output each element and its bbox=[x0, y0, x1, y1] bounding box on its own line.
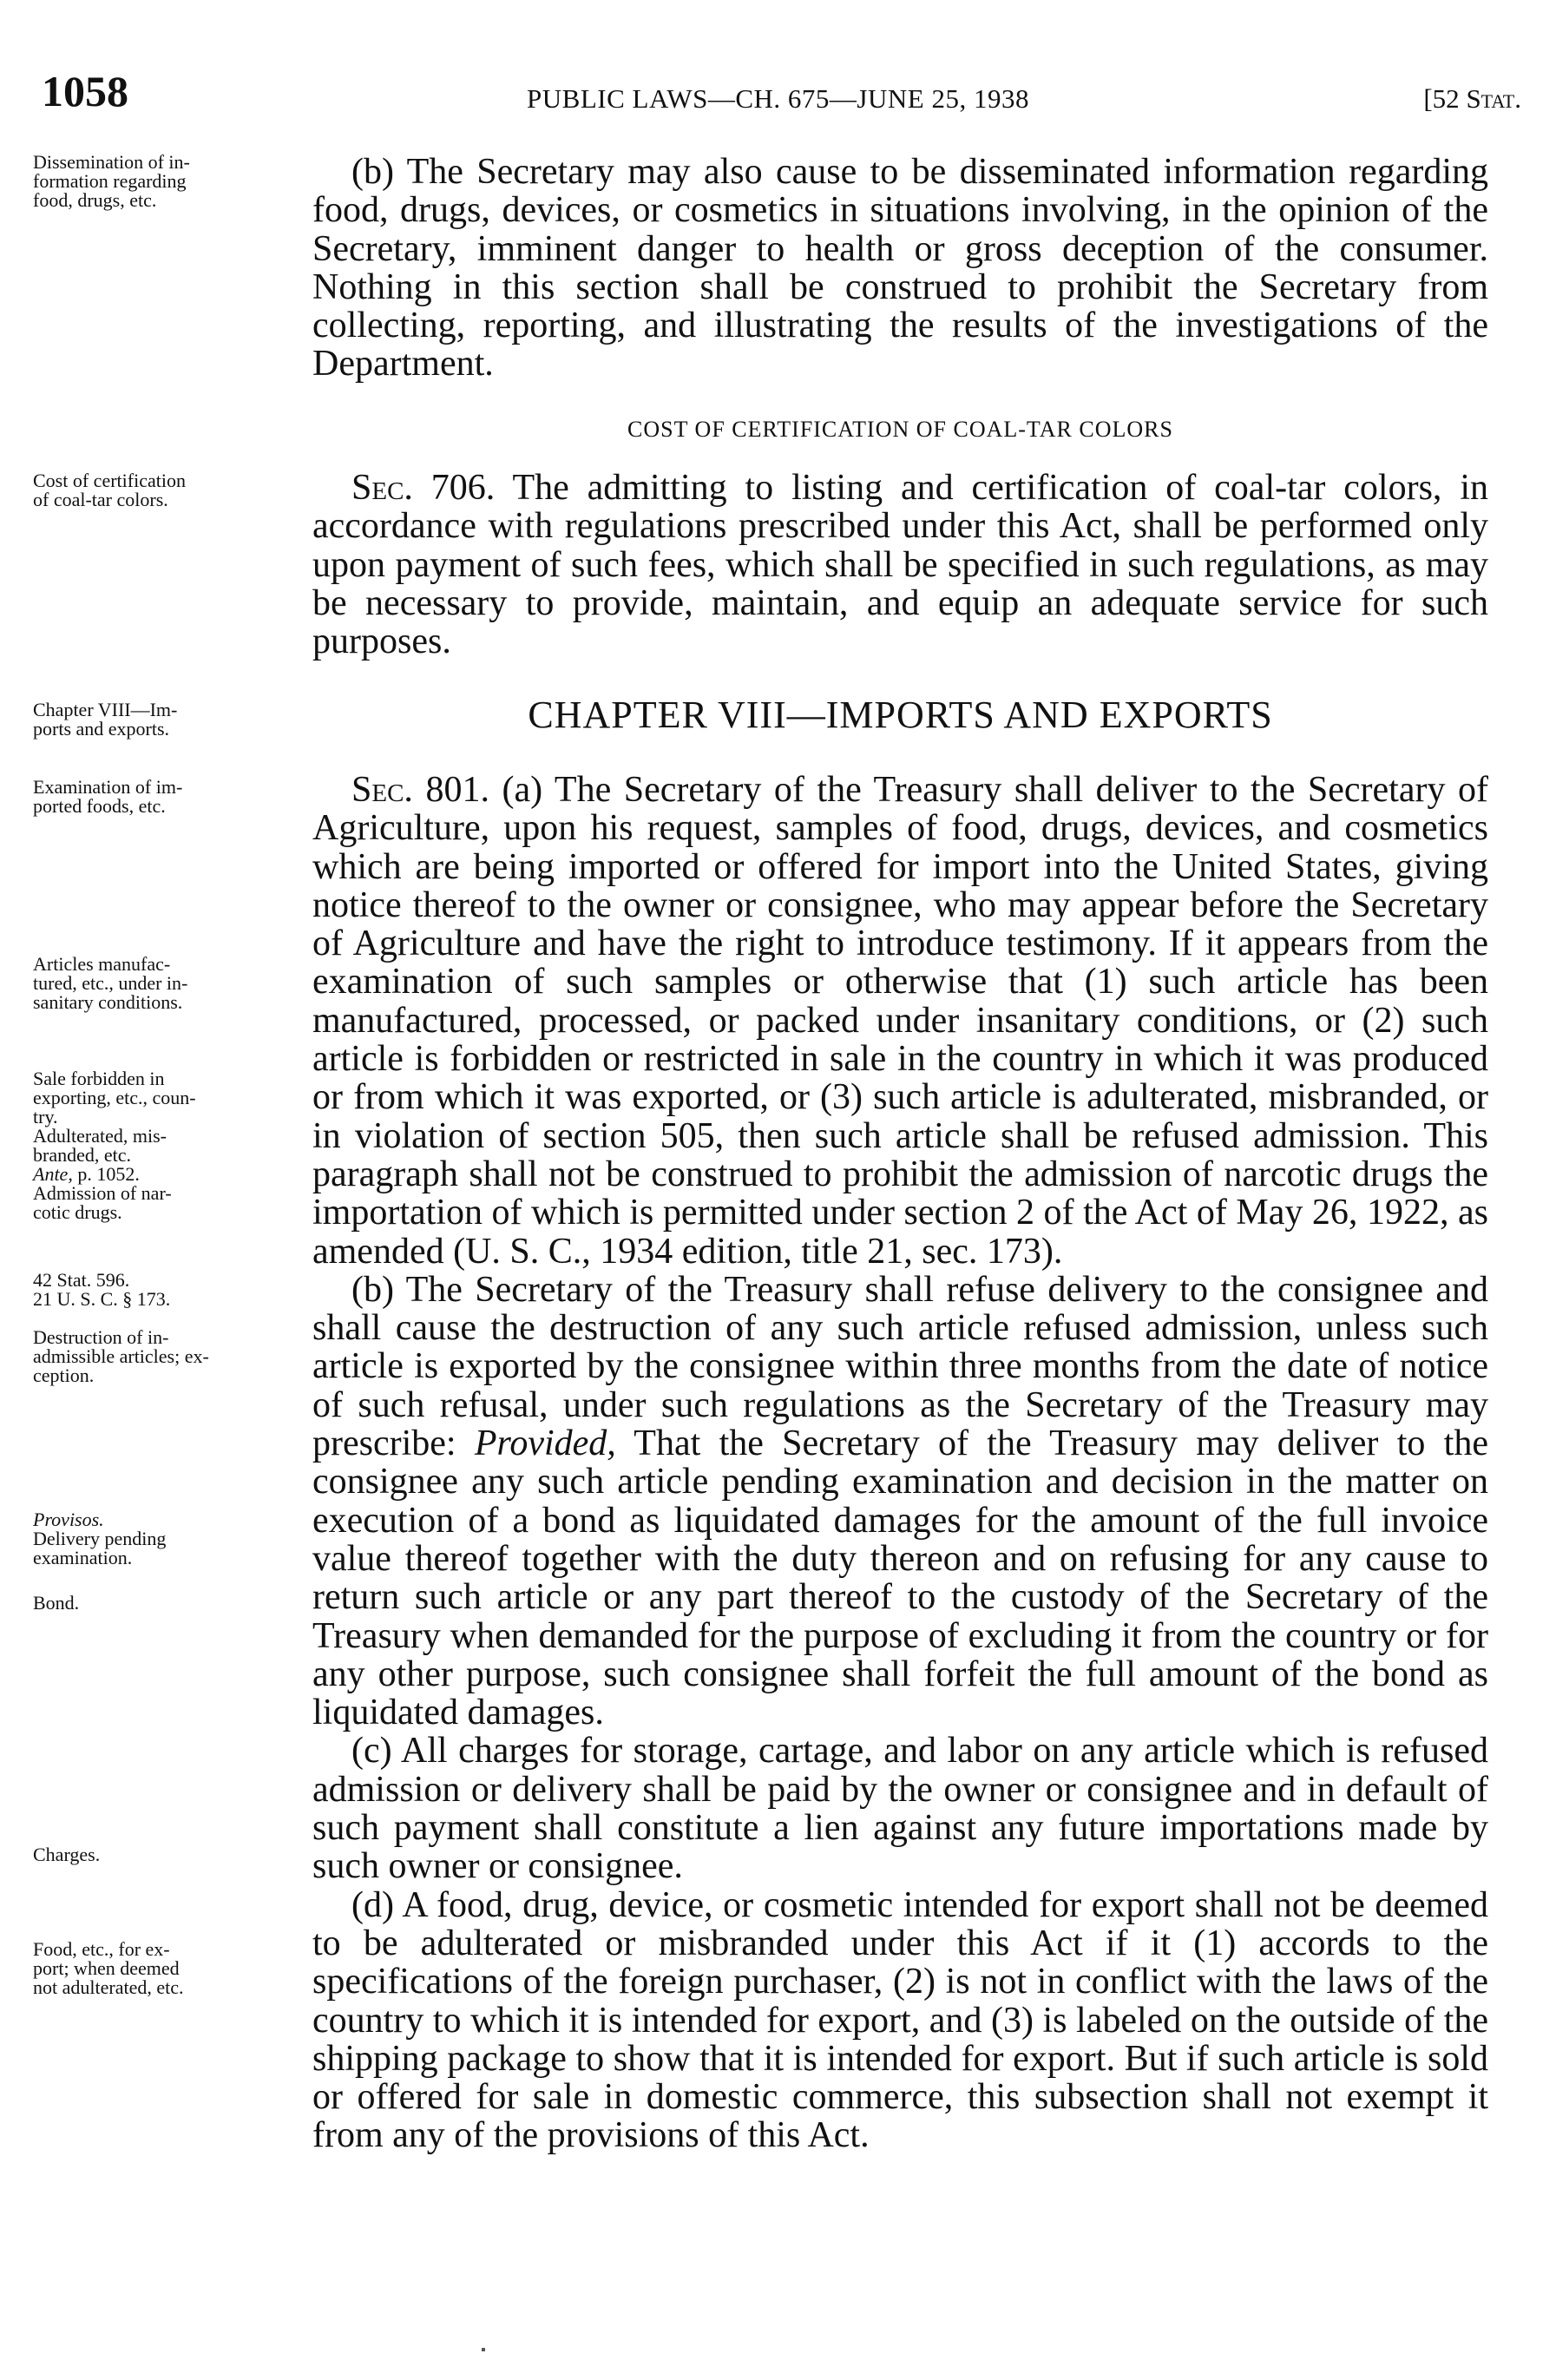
margin-note-destruction bbox=[33, 1328, 293, 1385]
statute-prefix: [52 bbox=[1423, 83, 1467, 114]
margin-note-line: Admission of nar- bbox=[33, 1182, 172, 1204]
margin-note-line: tured, etc., under in- bbox=[33, 972, 188, 994]
margin-note-line: Sale forbidden in bbox=[33, 1068, 165, 1089]
margin-note-narcotic bbox=[33, 1184, 293, 1222]
margin-note-line: Chapter VIII—Im- bbox=[33, 699, 178, 720]
margin-note-line: Bond. bbox=[33, 1592, 80, 1614]
stray-mark bbox=[482, 2348, 485, 2351]
margin-note-line: cotic drugs. bbox=[33, 1201, 122, 1223]
margin-note-line: Food, etc., for ex- bbox=[33, 1938, 170, 1960]
running-title: PUBLIC LAWS—CH. 675—JUNE 25, 1938 bbox=[527, 83, 1029, 114]
margin-note-line: ported foods, etc. bbox=[33, 795, 166, 817]
margin-note-line: Adulterated, mis- bbox=[33, 1125, 167, 1147]
margin-note-line: 21 U. S. C. § 173. bbox=[33, 1288, 171, 1310]
margin-note-line: examination. bbox=[33, 1547, 133, 1568]
margin-note-line: Delivery pending bbox=[33, 1528, 167, 1549]
statute-word: Stat. bbox=[1466, 83, 1521, 114]
section-706-paragraph bbox=[312, 469, 1488, 661]
section-706-label: Sec. 706. bbox=[351, 468, 496, 508]
margin-note-insanitary bbox=[33, 955, 293, 1012]
margin-note-line: Articles manufac- bbox=[33, 953, 171, 975]
margin-note-line: ception. bbox=[33, 1364, 95, 1386]
margin-note-line: try. bbox=[33, 1106, 58, 1128]
section-801-a bbox=[312, 771, 1488, 1271]
section-705-b bbox=[312, 153, 1488, 384]
margin-note-dissemination bbox=[33, 153, 293, 210]
margin-note-line: of coal-tar colors. bbox=[33, 489, 168, 510]
section-801-d: (d) A food, drug, device, or cosmetic intended for export shall not be deemed to be adulterated or misbranded under this Act if it (1) accords to the specifications of the foreign purchaser, (2) is not in conflict with the laws of the country to which it is intended for export, and (3) is labeled on the outside of the shipping package to show that it is intended for export. But if such article is sold or offered for sale in domestic commerce, this subsection shall not exempt it from any of the provisions of this Act. bbox=[312, 1884, 1488, 2156]
page-number: 1058 bbox=[42, 67, 128, 115]
provided-italic: Provided, bbox=[474, 1423, 616, 1464]
margin-note-line: port; when deemed bbox=[33, 1957, 180, 1979]
margin-note-chapter-viii bbox=[33, 700, 293, 739]
margin-note-line: Examination of im- bbox=[33, 776, 183, 798]
margin-note-line: admissible articles; ex- bbox=[33, 1345, 209, 1367]
margin-note-provisos bbox=[33, 1510, 293, 1568]
margin-note-ante-reference bbox=[33, 1165, 293, 1184]
section-801 bbox=[312, 771, 1488, 2155]
statute-reference bbox=[1423, 83, 1521, 115]
margin-note-line: branded, etc. bbox=[33, 1144, 131, 1166]
margin-note-stat-reference bbox=[33, 1271, 293, 1309]
margin-note-line: food, drugs, etc. bbox=[33, 189, 157, 211]
margin-note-line: sanitary conditions. bbox=[33, 991, 183, 1013]
paragraph-b-dissemination: (b) The Secretary may also cause to be disseminated information regarding food, drugs, devices, or cosmetics in situations involving, in the opinion of the Secretary, imminent danger to health or gross deception of the consumer. Nothing in this section shall be construed to prohibit the Secretary from collecting, reporting, and illustrating the results of the investigations of the Department. bbox=[312, 152, 1488, 385]
section-801-b-proviso-text: That the Secretary of the Treasury may deliver to the consignee any such article pending examination and decision in the matter on execution of a bond as liquidated damages for the amount of the full invoice value thereof together with the duty thereon and on refusing for any cause to return such article or any part thereof to the custody of the Secretary of the Treasury when demanded for the purpose of excluding it from the country or for any other purpose, such consignee shall forfeit the full amount of the bond as liquidated damages. bbox=[312, 1423, 1488, 1733]
heading-cost-certification: COST OF CERTIFICATION OF COAL-TAR COLORS bbox=[627, 417, 1173, 442]
section-706-text: The admitting to listing and certification of coal-tar colors, in accordance with regulations prescribed under this Act, shall be performed only upon payment of such fees, which shall be specified in such regulations, as may be necessary to provide, maintain, and equip an adequate service for such purposes. bbox=[312, 468, 1488, 662]
margin-note-line: 42 Stat. 596. bbox=[33, 1269, 130, 1291]
margin-note-bond bbox=[33, 1594, 293, 1613]
margin-note-ante: Ante, bbox=[33, 1163, 73, 1185]
section-801-b bbox=[312, 1271, 1488, 1732]
margin-note-charges bbox=[33, 1845, 293, 1864]
margin-note-line: not adulterated, etc. bbox=[33, 1976, 184, 1998]
section-706 bbox=[312, 469, 1488, 661]
margin-note-line: Provisos. bbox=[33, 1509, 104, 1530]
margin-note-cost-certification bbox=[33, 471, 293, 510]
margin-note-sale-forbidden bbox=[33, 1069, 293, 1127]
section-801-b-text: (b) The Secretary of the Treasury shall refuse delivery to the consignee and shall cause the destruction of any such article refused admission, unless such article is exported by the consignee within three months from the date of notice of such refusal, under such regulations as the Secretary of the Treasury may prescribe: bbox=[312, 1269, 1488, 1464]
margin-note-line: formation regarding bbox=[33, 170, 187, 192]
margin-note-line: exporting, etc., coun- bbox=[33, 1087, 196, 1108]
margin-note-page: p. 1052. bbox=[72, 1163, 140, 1185]
margin-note-food-export bbox=[33, 1940, 293, 1997]
section-801-a-text: (a) The Secretary of the Treasury shall deliver to the Secretary of Agriculture, upon his request, samples of food, drugs, devices, and cosmetics which are being imported or offered for import into the United States, giving notice thereof to the owner or consignee, who may appear before the Secretary of Agriculture and have the right to introduce testimony. If it appears from the examination of such samples or otherwise that (1) such article has been manufactured, processed, or packed under insanitary conditions, or (2) such article is forbidden or restricted in sale in the country in which it was produced or from which it was exported, or (3) such article is adulterated, misbranded, or in violation of section 505, then such article shall be refused admission. This paragraph shall not be construed to prohibit the admission of narcotic drugs the importation of which is permitted under section 2 of the Act of May 26, 1922, as amended (U. S. C., 1934 edition, title 21, sec. 173). bbox=[312, 770, 1489, 1272]
margin-note-line: Cost of certification bbox=[33, 470, 186, 491]
section-801-label: Sec. 801. bbox=[351, 770, 489, 810]
margin-note-adulterated bbox=[33, 1127, 293, 1165]
margin-note-examination bbox=[33, 778, 293, 816]
chapter-heading: CHAPTER VIII—IMPORTS AND EXPORTS bbox=[528, 694, 1273, 736]
margin-note-line: Destruction of in- bbox=[33, 1326, 169, 1348]
margin-note-line: Charges. bbox=[33, 1844, 101, 1865]
section-801-c: (c) All charges for storage, cartage, and labor on any article which is refused admission or delivery shall be paid by the owner or consignee and in default of such payment shall constitute a lien against any future importations made by such owner or consignee. bbox=[312, 1731, 1488, 1887]
margin-note-line: Dissemination of in- bbox=[33, 151, 190, 173]
margin-note-line: ports and exports. bbox=[33, 718, 170, 740]
